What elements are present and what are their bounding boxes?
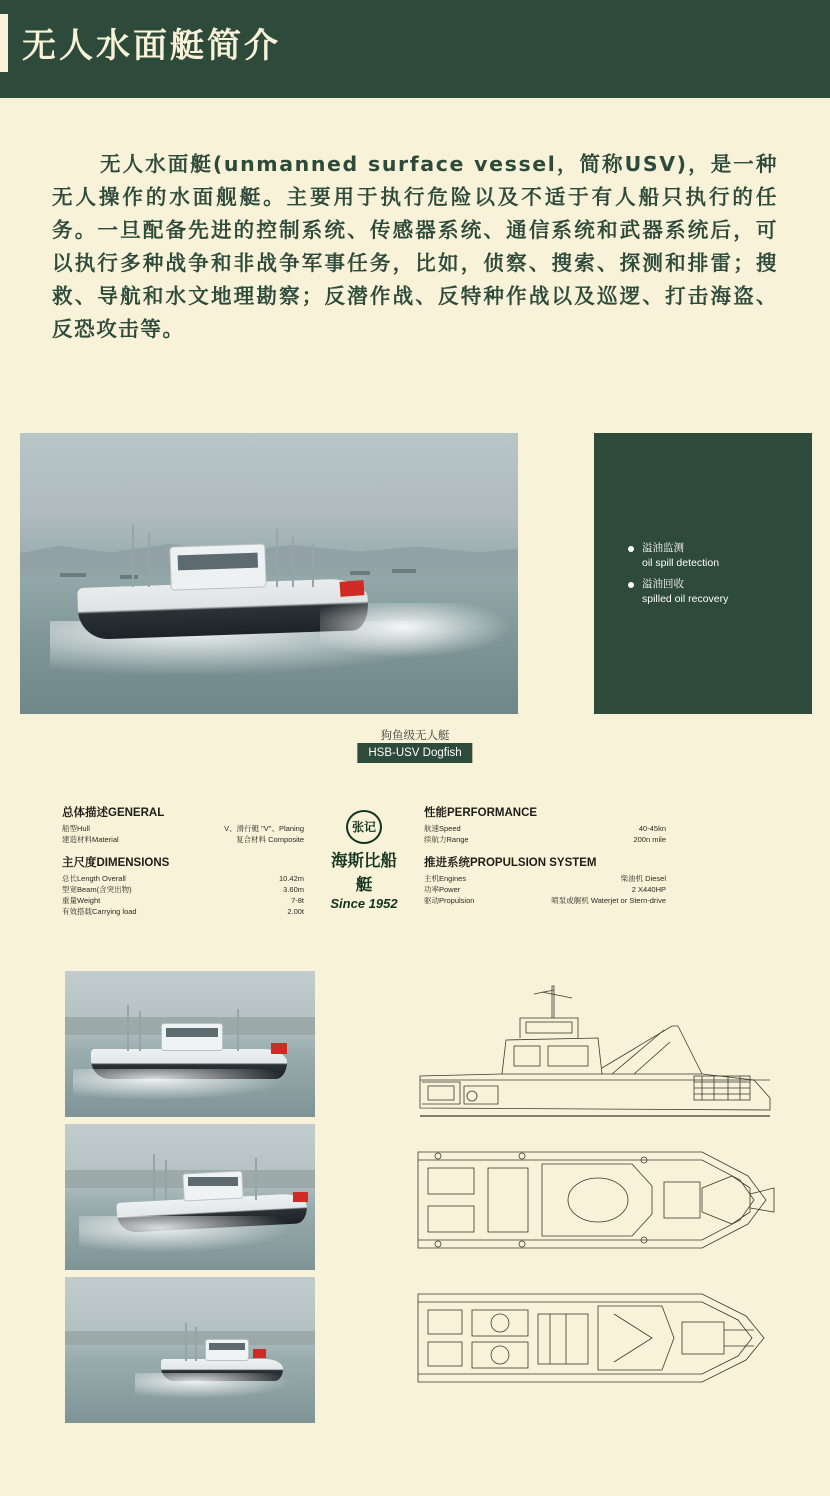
spec-key: 总长Length Overall — [62, 874, 126, 883]
spec-heading-general: 总体描述GENERAL — [62, 807, 165, 819]
photo-mast — [292, 537, 294, 587]
spec-key: 主机Engines — [424, 874, 467, 883]
page-header — [0, 0, 830, 98]
thumb-cabin-window — [166, 1028, 218, 1037]
thumb-mast — [139, 1011, 141, 1051]
spec-row — [62, 884, 304, 895]
spec-value: V、滑行艇 "V"、Planing — [224, 824, 304, 833]
spec-key: 驱动Propulsion — [424, 896, 475, 905]
spec-key: 续航力Range — [424, 835, 469, 844]
thumb-boat-cabin — [182, 1170, 243, 1201]
thumb-flag — [271, 1043, 287, 1054]
spec-key: 重量Weight — [62, 896, 101, 905]
thumb-cabin-window — [209, 1343, 245, 1350]
spec-row — [62, 823, 304, 834]
photo-distant-vessel — [392, 569, 416, 573]
feature-label-en: oil spill detection — [642, 557, 720, 569]
spec-value: 复合材料 Composite — [236, 835, 304, 844]
photo-flag — [340, 580, 365, 597]
thumb-sky-sea — [65, 1277, 315, 1423]
photo-distant-vessel — [60, 573, 86, 577]
spec-row — [424, 823, 666, 834]
spec-value: 柴油机 Diesel — [620, 874, 666, 883]
thumb-flag — [253, 1349, 266, 1358]
spec-value: 2.00t — [287, 907, 304, 916]
logo-since: Since 1952 — [330, 896, 398, 911]
spec-value: 2 X440HP — [631, 885, 666, 894]
thumb-wake — [73, 1069, 305, 1103]
logo-seal-text: 张记 — [351, 820, 376, 834]
thumb-mast — [127, 1005, 129, 1051]
spec-column-right — [424, 804, 666, 906]
spec-heading-dimensions: 主尺度DIMENSIONS — [62, 857, 170, 869]
thumb-wake — [79, 1216, 309, 1256]
bullet-dot-icon — [628, 582, 634, 588]
logo-seal-icon — [341, 810, 387, 846]
photo-mast — [132, 525, 134, 587]
feature-label-en: spilled oil recovery — [642, 593, 729, 605]
thumb-mast — [237, 1009, 239, 1051]
thumb-mast — [185, 1323, 187, 1361]
photo-bow-spray — [320, 603, 518, 663]
thumb-mast — [165, 1160, 167, 1200]
thumb-cabin-window — [188, 1177, 238, 1186]
spec-key: 建造材料Material — [62, 835, 119, 844]
thumbnail-photo-3 — [65, 1277, 315, 1423]
company-logo — [323, 810, 405, 911]
drawing-profile-view — [420, 986, 770, 1116]
photo-cabin-window — [178, 553, 258, 571]
photo-boat-cabin — [169, 543, 266, 590]
spec-row — [62, 873, 304, 884]
thumbnail-photo-1 — [65, 971, 315, 1117]
photo-caption-en: HSB-USV Dogfish — [357, 743, 472, 763]
photo-mast — [312, 543, 314, 587]
photo-distant-vessel — [350, 571, 370, 575]
features-panel — [594, 433, 812, 714]
thumbnail-photo-2 — [65, 1124, 315, 1270]
page-title: 无人水面艇简介 — [22, 26, 281, 66]
thumb-shoreline — [65, 1331, 315, 1345]
thumb-mast — [153, 1154, 155, 1200]
drawing-lower-deck-view — [418, 1294, 764, 1382]
photo-mast — [148, 533, 150, 587]
spec-row — [62, 834, 304, 845]
hero-photo-usv-at-sea — [20, 433, 518, 714]
photo-caption-cn: 狗鱼级无人艇 — [380, 728, 450, 742]
spec-row — [62, 906, 304, 917]
spec-key: 航速Speed — [424, 824, 461, 833]
feature-label-cn: 溢油监测 — [642, 542, 684, 554]
spec-row — [424, 884, 666, 895]
intro-paragraph: 无人水面艇(unmanned surface vessel，简称USV)，是一种无人操作的水面舰艇。主要用于执行危险以及不适于有人船只执行的任务。一旦配备先进的控制系统、传感器系统、通信系统和武器系统后，可以执行多种战争和非战争军事任务，比如，侦察、搜索、探测和排雷；搜救、导航和水文地理勘察；反潜作战、反特种作战以及巡逻、打击海盗、反恐攻击等。 — [52, 152, 778, 341]
spec-value: 3.60m — [283, 885, 304, 894]
logo-company-name: 海斯比船艇 — [331, 851, 397, 894]
drawing-plan-view — [418, 1152, 774, 1248]
bullet-dot-icon — [628, 546, 634, 552]
spec-row — [424, 895, 666, 906]
spec-value: 200n mile — [633, 835, 666, 844]
spec-heading-propulsion: 推进系统PROPULSION SYSTEM — [424, 857, 597, 869]
spec-key: 型宽Beam(含突出物) — [62, 885, 132, 894]
photo-distant-vessel — [120, 575, 138, 579]
spec-value: 10.42m — [278, 874, 304, 883]
spec-key: 功率Power — [424, 885, 461, 894]
feature-label-cn: 溢油回收 — [642, 578, 684, 590]
thumb-mast — [195, 1327, 197, 1361]
technical-drawings — [402, 968, 802, 1428]
spec-row — [62, 895, 304, 906]
spec-row — [424, 834, 666, 845]
spec-key: 船型Hull — [62, 824, 90, 833]
spec-value: 7-8t — [291, 896, 304, 905]
feature-item — [642, 577, 728, 607]
spec-heading-performance: 性能PERFORMANCE — [424, 807, 538, 819]
thumb-mast — [255, 1158, 257, 1200]
thumb-flag — [293, 1192, 308, 1202]
spec-value: 喷泵或艉机 Waterjet or Stern-drive — [551, 896, 666, 905]
feature-item — [642, 541, 719, 571]
spec-value: 40-45kn — [638, 824, 666, 833]
thumb-wake — [135, 1373, 305, 1401]
spec-key: 有效搭载Carrying load — [62, 907, 137, 916]
spec-column-left — [62, 804, 304, 917]
photo-mast — [276, 529, 278, 587]
spec-row — [424, 873, 666, 884]
header-accent-bar — [0, 14, 8, 72]
